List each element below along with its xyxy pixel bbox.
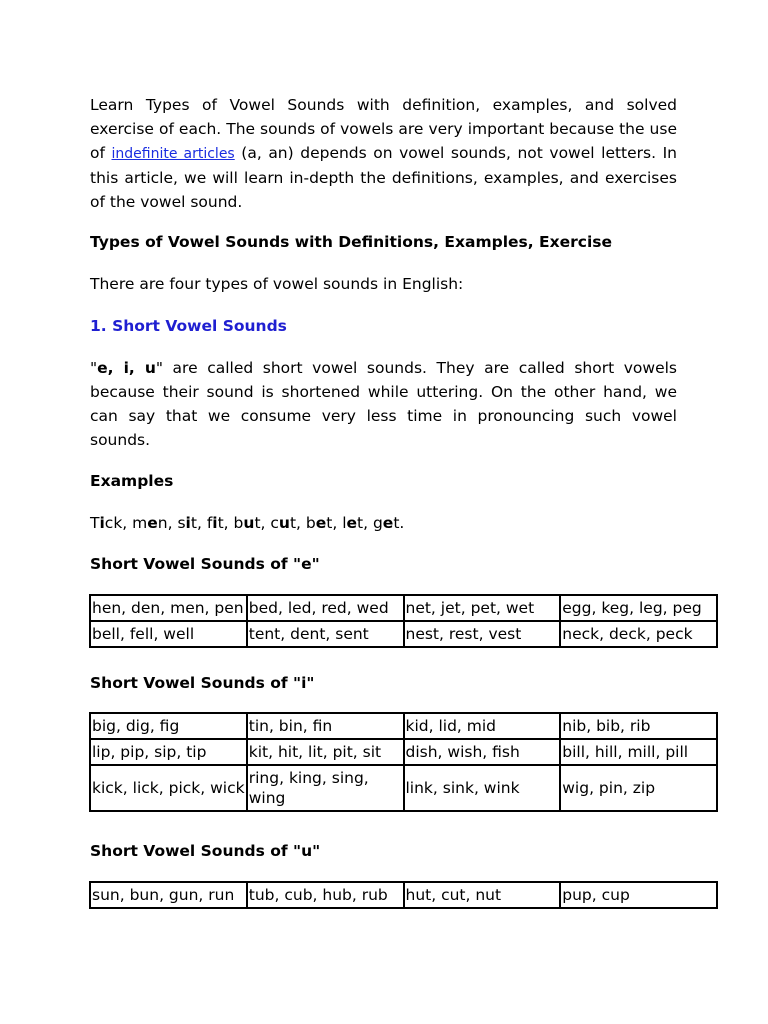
short-i-table <box>89 712 718 812</box>
table-cell: ring, king, sing, wing <box>247 765 404 811</box>
table-e-heading: Short Vowel Sounds of "e" <box>90 555 320 573</box>
example-word: men, <box>132 514 178 532</box>
main-heading: Types of Vowel Sounds with Definitions, Examples, Exercise <box>90 233 613 251</box>
table-row <box>90 739 717 765</box>
table-cell: kit, hit, lit, pit, sit <box>247 739 404 765</box>
short-vowel-description <box>90 356 677 452</box>
indefinite-articles-link[interactable]: indefinite articles <box>111 146 235 162</box>
table-cell: big, dig, fig <box>90 713 247 739</box>
table-cell: net, jet, pet, wet <box>404 595 561 621</box>
examples-line <box>90 511 677 535</box>
table-cell: tub, cub, hub, rub <box>247 882 404 908</box>
desc-vowels-bold: e, i, u <box>97 359 156 377</box>
intro-text-start: Learn Types of Vowel Sounds with definition, examples, and solved exercise of each. The sounds of vowels are very important because the use of <box>90 96 677 162</box>
example-word: but, <box>233 514 271 532</box>
intro-text-end: (a, an) depends on vowel sounds, not vowel letters. In this article, we will learn in-depth the definitions, examples, and exercises of the vowel sound. <box>90 144 677 211</box>
table-cell: tent, dent, sent <box>247 621 404 647</box>
table-cell: egg, keg, leg, peg <box>560 595 717 621</box>
table-cell: neck, deck, peck <box>560 621 717 647</box>
table-cell: wig, pin, zip <box>560 765 717 811</box>
table-cell: hen, den, men, pen <box>90 595 247 621</box>
table-cell: sun, bun, gun, run <box>90 882 247 908</box>
short-e-table <box>89 594 718 648</box>
example-word: bet, <box>305 514 343 532</box>
table-cell: tin, bin, fin <box>247 713 404 739</box>
examples-heading: Examples <box>90 472 174 490</box>
desc-open-quote: " <box>90 359 98 377</box>
four-types-text: There are four types of vowel sounds in English: <box>90 275 464 293</box>
table-cell: bed, led, red, wed <box>247 595 404 621</box>
table-cell: lip, pip, sip, tip <box>90 739 247 765</box>
table-cell: link, sink, wink <box>404 765 561 811</box>
intro-paragraph <box>90 93 677 214</box>
table-cell: dish, wish, fish <box>404 739 561 765</box>
example-word: sit, <box>177 514 207 532</box>
table-cell: pup, cup <box>560 882 717 908</box>
desc-rest: " are called short vowel sounds. They are called short vowels because their sound is shortened while uttering. On the other hand, we can say that we consume very less time in pronouncing such vowel sounds. <box>90 359 677 449</box>
table-row <box>90 595 717 621</box>
short-u-table <box>89 881 718 909</box>
table-cell: bill, hill, mill, pill <box>560 739 717 765</box>
table-cell: kid, lid, mid <box>404 713 561 739</box>
table-i-heading: Short Vowel Sounds of "i" <box>90 674 315 692</box>
example-word: Tick, <box>90 514 133 532</box>
table-cell: nib, bib, rib <box>560 713 717 739</box>
table-cell: hut, cut, nut <box>404 882 561 908</box>
table-row <box>90 765 717 811</box>
example-word: get. <box>372 514 405 532</box>
table-cell: kick, lick, pick, wick <box>90 765 247 811</box>
short-vowel-heading: 1. Short Vowel Sounds <box>90 317 287 335</box>
table-row <box>90 713 717 739</box>
example-word: fit, <box>206 514 234 532</box>
table-row <box>90 882 717 908</box>
table-row <box>90 621 717 647</box>
table-u-heading: Short Vowel Sounds of "u" <box>90 842 321 860</box>
table-cell: nest, rest, vest <box>404 621 561 647</box>
table-cell: bell, fell, well <box>90 621 247 647</box>
example-word: cut, <box>270 514 306 532</box>
example-word: let, <box>342 514 373 532</box>
